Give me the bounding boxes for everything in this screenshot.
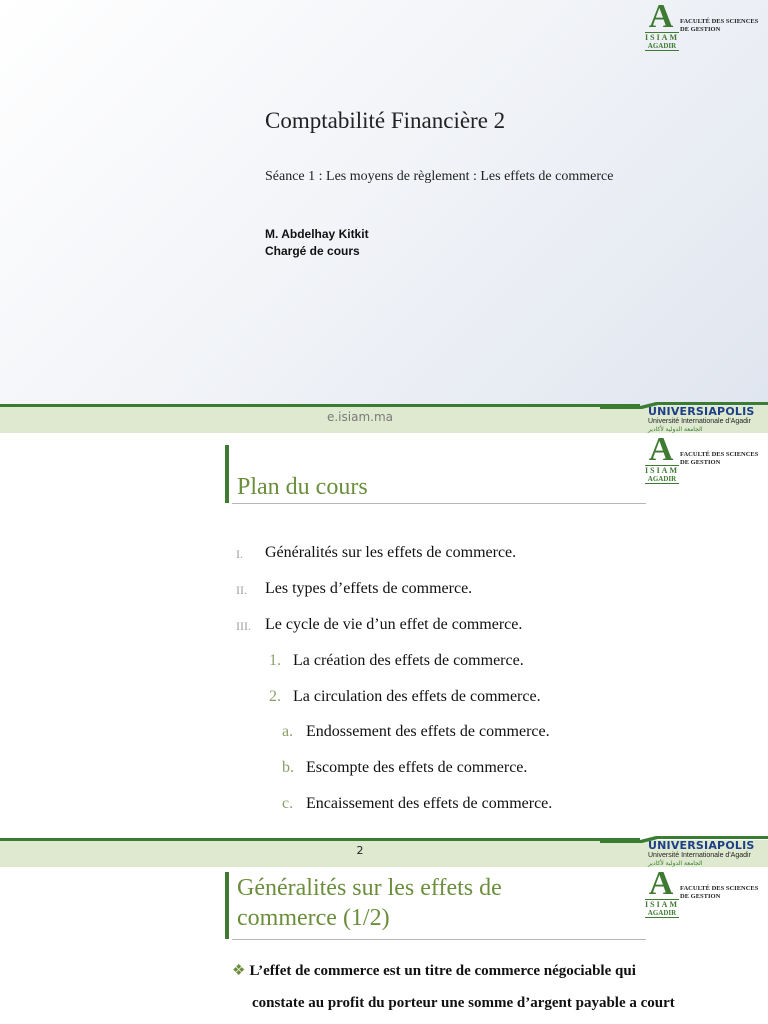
plan-item-text: La création des effets de commerce. xyxy=(293,652,524,669)
plan-item-number: b. xyxy=(282,759,294,776)
heading-accent-bar xyxy=(225,872,229,939)
slide-plan xyxy=(0,433,768,867)
slide-title xyxy=(0,0,768,433)
author-block xyxy=(265,226,369,260)
isiam-logo-name: ISIAM xyxy=(645,33,680,42)
plan-item-text: Escompte des effets de commerce. xyxy=(306,759,528,776)
faculty-label xyxy=(680,885,758,900)
isiam-logo-city: AGADIR xyxy=(645,42,679,51)
plan-item-text: La circulation des effets de commerce. xyxy=(293,688,541,705)
isiam-logo-city: AGADIR xyxy=(645,475,679,484)
plan-item-number: 1. xyxy=(269,652,281,669)
universiapolis-logo xyxy=(648,840,766,867)
faculty-label-line1: FACULTÉ DES SCIENCES xyxy=(680,18,759,25)
definition-paragraph xyxy=(232,955,752,1019)
heading-accent-bar xyxy=(225,445,229,503)
plan-item-number: 2. xyxy=(269,688,281,705)
plan-item-number: I. xyxy=(236,547,243,561)
paragraph-text: L’effet de commerce est un titre de commerce négociable qui xyxy=(249,963,636,979)
universiapolis-arabic: الجامعة الدولية لأكادير xyxy=(648,426,703,433)
universiapolis-subtitle: Université Internationale d'Agadir xyxy=(648,852,751,859)
universiapolis-logo xyxy=(648,406,766,433)
universiapolis-name: UNIVERSIAPOLIS xyxy=(648,405,755,418)
universiapolis-name: UNIVERSIAPOLIS xyxy=(648,839,755,852)
plan-item-text: Le cycle de vie d’un effet de commerce. xyxy=(265,616,523,633)
plan-item-number: III. xyxy=(236,619,251,633)
plan-item-number: II. xyxy=(236,583,247,597)
heading-divider xyxy=(232,939,646,940)
slide-footer xyxy=(0,402,768,433)
diamond-bullet-icon: ❖ xyxy=(232,963,246,979)
paragraph-line xyxy=(232,955,752,987)
slide-generalites xyxy=(0,867,768,1024)
isiam-logo-city: AGADIR xyxy=(645,909,679,918)
course-title: Comptabilité Financière 2 xyxy=(265,108,506,133)
footer-website[interactable]: e.isiam.ma xyxy=(326,410,394,424)
paragraph-line: constate au profit du porteur une somme d’argent payable a court xyxy=(252,995,675,1011)
faculty-label-line1: FACULTÉ DES SCIENCES xyxy=(680,885,759,892)
session-subtitle: Séance 1 : Les moyens de règlement : Les effets de commerce xyxy=(265,169,614,184)
author-name: M. Abdelhay Kitkit xyxy=(265,227,369,241)
plan-item-text: Endossement des effets de commerce. xyxy=(306,723,550,740)
section-heading xyxy=(237,873,502,933)
isiam-logo-letter: A xyxy=(648,0,674,35)
plan-item-number: a. xyxy=(282,723,294,740)
heading-divider xyxy=(232,503,646,504)
author-role: Chargé de cours xyxy=(265,244,360,258)
faculty-label-line2: DE GESTION xyxy=(680,25,721,33)
plan-heading: Plan du cours xyxy=(237,474,368,500)
faculty-label-line1: FACULTÉ DES SCIENCES xyxy=(680,451,759,458)
plan-item-text: Encaissement des effets de commerce. xyxy=(306,795,553,812)
isiam-logo-letter: A xyxy=(648,867,674,902)
isiam-logo-name: ISIAM xyxy=(645,466,680,475)
section-heading-line1: Généralités sur les effets de xyxy=(237,875,502,901)
universiapolis-arabic: الجامعة الدولية لأكادير xyxy=(648,860,703,867)
slide-number: 2 xyxy=(356,844,364,857)
isiam-logo xyxy=(643,0,765,55)
isiam-logo xyxy=(643,867,765,922)
isiam-logo xyxy=(643,433,765,488)
plan-item-number: c. xyxy=(282,795,294,812)
faculty-label-line2: DE GESTION xyxy=(680,458,721,466)
plan-item-text: Les types d’effets de commerce. xyxy=(265,580,473,597)
isiam-logo-name: ISIAM xyxy=(645,900,680,909)
faculty-label xyxy=(680,451,758,466)
plan-item-text: Généralités sur les effets de commerce. xyxy=(265,544,517,561)
slide-footer xyxy=(0,836,768,867)
section-heading-line2: commerce (1/2) xyxy=(237,905,390,931)
faculty-label-line2: DE GESTION xyxy=(680,892,721,900)
faculty-label xyxy=(680,18,758,33)
universiapolis-subtitle: Université Internationale d'Agadir xyxy=(648,418,751,425)
isiam-logo-letter: A xyxy=(648,433,674,468)
